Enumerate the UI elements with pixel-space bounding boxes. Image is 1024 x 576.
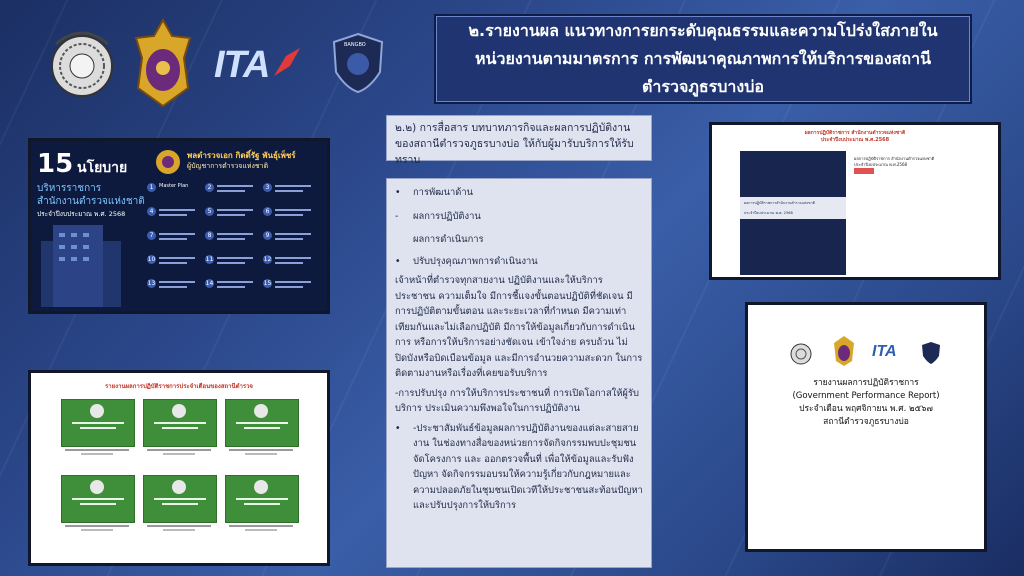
list-item-label: ผลการดำเนินการ xyxy=(413,234,484,245)
policy-item-number: 7 xyxy=(147,231,156,240)
report-title: รายงานผลการปฏิบัติราชการ xyxy=(813,378,919,388)
policy-item-text xyxy=(275,207,315,221)
list-item xyxy=(395,254,643,270)
police-building-image xyxy=(31,221,141,309)
annual-report-page xyxy=(709,122,1001,280)
policy-item-number: 2 xyxy=(205,183,214,192)
plan-heading: รายงานผลการปฏิบัติราชการประจำเดือนของสถานีตำรวจ xyxy=(105,383,253,390)
subheading-line-2: ของสถานีตำรวจภูธรบางบ่อ ให้กับผู้มารับบริการให้รับทราบ xyxy=(395,138,634,166)
report-thumbnail[interactable] xyxy=(61,475,135,523)
policy-item-number: 12 xyxy=(263,256,272,263)
cover-title: ผลการปฏิบัติราชการสำนักงานตำรวจแห่งชาติ xyxy=(744,201,815,205)
policy-item-text xyxy=(159,255,199,269)
report-thumbnail-caption xyxy=(141,524,217,533)
performance-report-cover xyxy=(745,302,987,552)
list-item xyxy=(395,232,643,248)
bullet-icon: • xyxy=(395,187,401,198)
list-item xyxy=(395,185,643,201)
content-box xyxy=(386,178,652,568)
policy-item-number: 11 xyxy=(205,256,214,263)
paragraph: -ประชาสัมพันธ์ข้อมูลผลการปฏิบัติงานของแต่ละสายสายงาน ในช่องทางสื่อของหน่วยการจัดกิจกรรมพบปะชุมชน จัดโครงการ และ ออกตรวจพื้นที่ เพื่อให้ข้อมูลและรับฟังปัญหา จัดกิจกรรมอบรมให้ความรู้เกี่ยวกับกฎหมายและความปลอดภัยในชุมชนเปิดเวทีให้ประชาชนสะท้อนปัญหาและปรับปรุงการให้บริการ xyxy=(413,422,643,511)
report-thumbnail-caption xyxy=(223,524,299,533)
ita-logo-text: ITA xyxy=(214,44,270,86)
doc1-heading-1: ผลการปฏิบัติราชการ สำนักงานตำรวจแห่งชาติ xyxy=(804,130,906,136)
policy-item-number: 1 xyxy=(147,183,156,192)
report-cover-text xyxy=(748,377,984,429)
bullet-icon: • xyxy=(395,255,401,267)
page-title-line-1: ๒.รายงานผล แนวทางการยกระดับคุณธรรมและความโปร่งใสภายใน xyxy=(468,21,938,40)
policy-word: นโยบาย xyxy=(77,160,128,176)
police-emblem-icon xyxy=(153,147,183,177)
doc1-side-sub: ประจำปีงบประมาณ พ.ศ.2568 xyxy=(854,162,908,167)
report-thumbnail[interactable] xyxy=(225,399,299,447)
policy-item-number: 3 xyxy=(263,183,272,192)
list-item-label: การพัฒนาด้าน xyxy=(413,187,474,198)
doc1-side-title: ผลการปฏิบัติราชการ สำนักงานตำรวจแห่งชาติ xyxy=(854,156,935,161)
policy-item-number: 6 xyxy=(263,207,272,216)
policy-item-text xyxy=(159,231,199,245)
policy-item-text xyxy=(217,207,257,221)
logo-row xyxy=(38,18,398,108)
shield-icon xyxy=(920,341,942,365)
policy-item-number: 13 xyxy=(147,280,156,287)
report-title-en: (Government Performance Report) xyxy=(792,391,940,401)
report-thumbnail-caption xyxy=(141,448,217,457)
policy-number: 15 xyxy=(37,149,74,179)
policy-item-text xyxy=(275,231,315,245)
policy-item-text xyxy=(217,279,257,293)
page-title-line-2: หน่วยงานตามมาตรการ การพัฒนาคุณภาพการให้บริการของสถานี xyxy=(474,49,932,68)
policy-item-number: 15 xyxy=(263,280,272,287)
report-thumbnail[interactable] xyxy=(225,475,299,523)
commander-name: พลตำรวจเอก กิตติ์รัฐ พันธุ์เพ็ชร์ xyxy=(187,151,296,160)
policy-heading-2: สำนักงานตำรวจแห่งชาติ xyxy=(37,196,145,207)
royal-garuda-emblem-icon xyxy=(788,339,814,367)
policy-item-number: 8 xyxy=(205,231,214,240)
badge-text: BANGBO xyxy=(344,42,366,48)
report-month: ประจำเดือน พฤศจิกายน พ.ศ. ๒๕๖๗ xyxy=(799,404,933,414)
list-item-label: ปรับปรุงคุณภาพการดำเนินงาน xyxy=(413,255,538,267)
policy-item-text xyxy=(217,255,257,269)
policy-heading-1: บริหารราชการ xyxy=(37,183,102,194)
policy-item-text xyxy=(159,207,199,221)
policy-heading-3: ประจำปีงบประมาณ พ.ศ. 2568 xyxy=(37,210,126,218)
dash-icon: - xyxy=(395,210,399,222)
policy-image xyxy=(28,138,330,314)
report-station: สถานีตำรวจภูธรบางบ่อ xyxy=(823,417,909,427)
policy-item-text xyxy=(217,183,257,197)
monthly-report-image xyxy=(28,370,330,566)
ita-logo-text: ITA xyxy=(872,343,897,360)
page-title-line-3: ตำรวจภูธรบางบ่อ xyxy=(642,77,764,96)
report-thumbnail[interactable] xyxy=(61,399,135,447)
list-item xyxy=(395,209,643,225)
policy-item-text xyxy=(159,279,199,293)
report-thumbnail[interactable] xyxy=(143,475,217,523)
policy-item-number: 5 xyxy=(205,207,214,216)
policy-item-number: 4 xyxy=(147,207,156,216)
policy-item-text xyxy=(217,231,257,245)
subheading-line-1: ๒.๒) การสื่อสาร บทบาทภารกิจและผลการปฏิบัติงาน xyxy=(395,122,631,134)
list-item-label: ผลการปฏิบัติงาน xyxy=(413,210,481,222)
policy-item-text xyxy=(275,183,315,197)
report-thumbnail-caption xyxy=(223,448,299,457)
report-thumbnail[interactable] xyxy=(143,399,217,447)
ita-check-icon xyxy=(272,46,302,82)
report-cover xyxy=(740,151,846,275)
station-badge-logo xyxy=(330,32,386,94)
subheading-box xyxy=(386,115,652,166)
policy-item-text xyxy=(275,279,315,293)
royal-garuda-emblem-icon xyxy=(46,24,118,104)
policy-item-number: 9 xyxy=(263,231,272,240)
policy-item-number: 14 xyxy=(205,280,214,287)
doc1-heading-2: ประจำปีงบประมาณ พ.ศ.2568 xyxy=(820,137,890,143)
list-item xyxy=(395,421,643,514)
download-button[interactable] xyxy=(854,168,874,174)
bullet-icon: • xyxy=(395,422,401,434)
report-thumbnail-caption xyxy=(59,524,135,533)
policy-item-text xyxy=(275,255,315,269)
paragraph: เจ้าหน้าที่ตำรวจทุกสายงาน ปฏิบัติงานและให้บริการประชาชน ความเต็มใจ มีการชี้แจงขั้นตอนปฏิบัติที่ชัดเจน มีการปฏิบัติตามขั้นตอน และระยะเวลาที่กำหนด มีความเท่าเทียมกันและไม่เลือกปฏิบัติ มีการให้ข้อมูลเกี่ยวกับการดำเนินการ หรือการให้บริการอย่างชัดเจน เข้าใจง่าย ครบถ้วน ไม่ปิดบังหรือบิดเบือนข้อมูล และมีการอำนวยความสะดวก ในการติดตามงานหรือเรื่องที่เคยขอรับบริการ xyxy=(395,275,643,379)
commander-title: ผู้บัญชาการตำรวจแห่งชาติ xyxy=(187,162,269,170)
cover-subtitle: ประจำปีงบประมาณ พ.ศ. 2568 xyxy=(744,211,793,215)
police-emblem-icon xyxy=(832,335,856,367)
police-emblem-icon xyxy=(130,18,196,110)
page-title-box xyxy=(436,16,970,102)
report-thumbnail-caption xyxy=(59,448,135,457)
policy-item-number: 10 xyxy=(147,256,156,263)
policy-item-text: Master Plan xyxy=(159,183,189,189)
ita-logo xyxy=(214,44,304,88)
paragraph: -การปรับปรุง การให้บริการประชาชนที่ การเปิดโอกาสให้ผู้รับบริการ ประเมินความพึงพอใจในการปฏิบัติงาน xyxy=(395,387,639,414)
